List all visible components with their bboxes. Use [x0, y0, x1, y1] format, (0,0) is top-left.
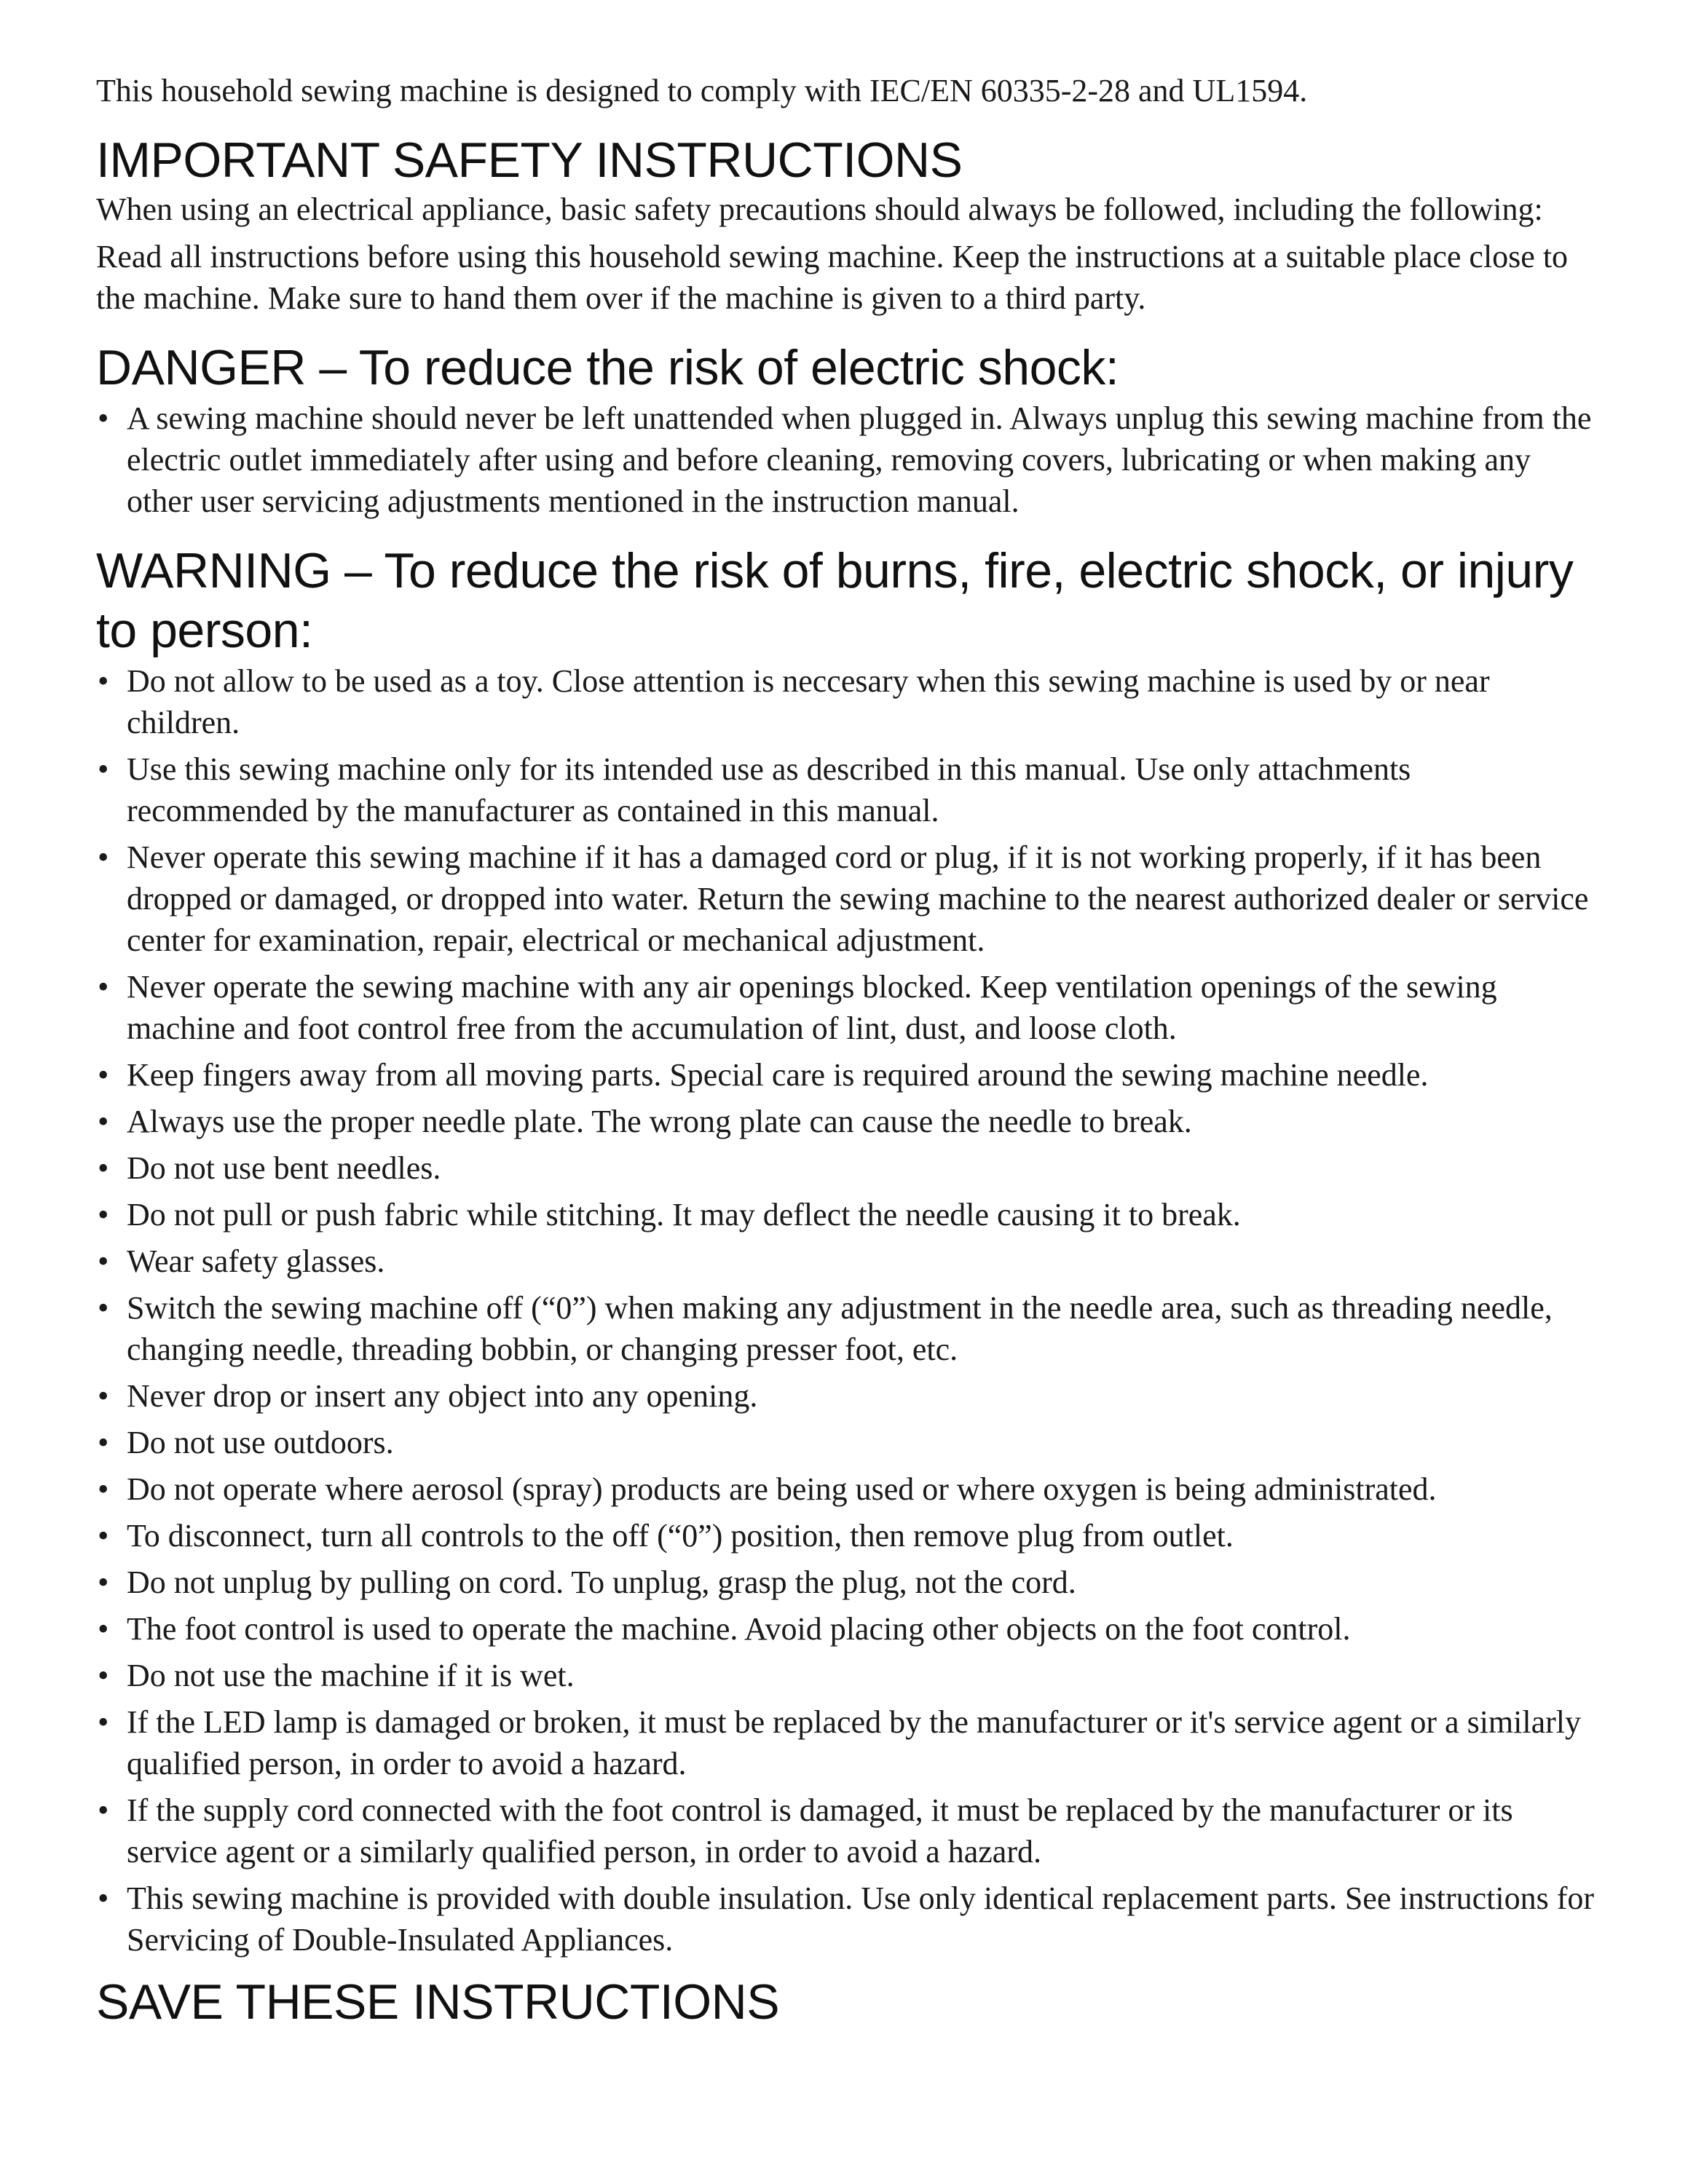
- list-item: [96, 1515, 1596, 1556]
- danger-heading: DANGER – To reduce the risk of electric shock:: [96, 340, 1119, 395]
- bullet-icon: •: [98, 1564, 109, 1600]
- list-item-text: Do not pull or push fabric while stitching. It may deflect the needle causing it to break.: [127, 1197, 1241, 1233]
- list-item: [96, 397, 1596, 522]
- list-item: [96, 1655, 1596, 1696]
- bullet-icon: •: [98, 1658, 109, 1693]
- save-instructions-heading: SAVE THESE INSTRUCTIONS: [96, 1974, 780, 2030]
- bullet-icon: •: [98, 1425, 109, 1460]
- list-item-text: The foot control is used to operate the machine. Avoid placing other objects on the foot control.: [127, 1611, 1351, 1647]
- list-item: [96, 1194, 1596, 1235]
- list-item-text: To disconnect, turn all controls to the off (“0”) position, then remove plug from outlet.: [127, 1518, 1234, 1554]
- list-item: [96, 1422, 1596, 1463]
- list-item-text: Never operate this sewing machine if it has a damaged cord or plug, if it is not working properly, if it has been dropped or damaged, or dropped into water. Return the sewing machine to the nearest authorized dealer or service center for examination, repair, electrical or mechanical adjustment.: [127, 839, 1589, 958]
- list-item-text: Keep fingers away from all moving parts. Special care is required around the sewing machine needle.: [127, 1057, 1429, 1093]
- list-item-text: If the supply cord connected with the foot control is damaged, it must be replaced by the manufacturer or its service agent or a similarly qualified person, in order to avoid a hazard.: [127, 1792, 1513, 1870]
- safety-instructions-page: [96, 70, 1596, 2032]
- bullet-icon: •: [98, 1197, 109, 1233]
- bullet-icon: •: [98, 1104, 109, 1139]
- danger-list: [96, 397, 1596, 522]
- list-item: [96, 1878, 1596, 1961]
- bullet-icon: •: [98, 839, 109, 875]
- list-item: [96, 836, 1596, 961]
- list-item: [96, 1608, 1596, 1650]
- list-item-text: Do not allow to be used as a toy. Close attention is neccesary when this sewing machine is used by or near children.: [127, 663, 1490, 740]
- list-item: [96, 1287, 1596, 1370]
- bullet-icon: •: [98, 1611, 109, 1647]
- list-item: [96, 1701, 1596, 1784]
- list-item: [96, 1241, 1596, 1282]
- list-item: [96, 1054, 1596, 1096]
- bullet-icon: •: [98, 1518, 109, 1554]
- bullet-icon: •: [98, 1290, 109, 1326]
- list-item-text: Do not use bent needles.: [127, 1150, 441, 1186]
- bullet-icon: •: [98, 1471, 109, 1507]
- list-item: [96, 1468, 1596, 1510]
- bullet-icon: •: [98, 751, 109, 787]
- bullet-icon: •: [98, 969, 109, 1005]
- bullet-icon: •: [98, 1243, 109, 1279]
- list-item: [96, 966, 1596, 1049]
- list-item-text: Do not unplug by pulling on cord. To unplug, grasp the plug, not the cord.: [127, 1564, 1076, 1600]
- bullet-icon: •: [98, 1704, 109, 1740]
- important-paragraph: Read all instructions before using this household sewing machine. Keep the instructions at a suitable place close to the machine. Make sure to hand them over if the machine is given to a third party.: [96, 239, 1569, 316]
- bullet-icon: •: [98, 1792, 109, 1828]
- list-item: [96, 1375, 1596, 1417]
- bullet-icon: •: [98, 1880, 109, 1916]
- list-item-text: Wear safety glasses.: [127, 1243, 385, 1279]
- list-item: [96, 1789, 1596, 1872]
- list-item-text: Never operate the sewing machine with any air openings blocked. Keep ventilation openings of the sewing machine and foot control free from the accumulation of lint, dust, and loose cloth.: [127, 969, 1497, 1046]
- bullet-icon: •: [98, 400, 109, 436]
- list-item-text: This sewing machine is provided with double insulation. Use only identical replacement parts. See instructions for Servicing of Double-Insulated Appliances.: [127, 1880, 1594, 1958]
- list-item-text: Use this sewing machine only for its intended use as described in this manual. Use only attachments recommended by the manufacturer as contained in this manual.: [127, 751, 1411, 828]
- list-item: [96, 748, 1596, 831]
- list-item: [96, 1147, 1596, 1189]
- bullet-icon: •: [98, 1057, 109, 1093]
- important-safety-heading: IMPORTANT SAFETY INSTRUCTIONS: [96, 132, 963, 188]
- list-item: [96, 660, 1596, 743]
- bullet-icon: •: [98, 663, 109, 699]
- list-item-text: A sewing machine should never be left unattended when plugged in. Always unplug this sewing machine from the electric outlet immediately after using and before cleaning, removing covers, lubricating or when making any other user servicing adjustments mentioned in the instruction manual.: [127, 400, 1592, 519]
- list-item-text: Do not use outdoors.: [127, 1425, 394, 1460]
- list-item-text: Always use the proper needle plate. The wrong plate can cause the needle to break.: [127, 1104, 1192, 1139]
- list-item-text: Do not operate where aerosol (spray) products are being used or where oxygen is being administrated.: [127, 1471, 1437, 1507]
- warning-list: [96, 660, 1596, 1961]
- warning-heading: WARNING – To reduce the risk of burns, fire, electric shock, or injury to person:: [96, 543, 1574, 658]
- bullet-icon: •: [98, 1378, 109, 1414]
- list-item: [96, 1562, 1596, 1603]
- list-item: [96, 1101, 1596, 1142]
- list-item-text: Never drop or insert any object into any opening.: [127, 1378, 758, 1414]
- important-paragraph: When using an electrical appliance, basic safety precautions should always be followed, including the following:: [96, 191, 1543, 227]
- bullet-icon: •: [98, 1150, 109, 1186]
- list-item-text: Switch the sewing machine off (“0”) when making any adjustment in the needle area, such as threading needle, changing needle, threading bobbin, or changing presser foot, etc.: [127, 1290, 1553, 1367]
- compliance-statement: This household sewing machine is designed to comply with IEC/EN 60335-2-28 and UL1594.: [96, 73, 1308, 108]
- list-item-text: If the LED lamp is damaged or broken, it must be replaced by the manufacturer or it's service agent or a similarly qualified person, in order to avoid a hazard.: [127, 1704, 1582, 1781]
- list-item-text: Do not use the machine if it is wet.: [127, 1658, 575, 1693]
